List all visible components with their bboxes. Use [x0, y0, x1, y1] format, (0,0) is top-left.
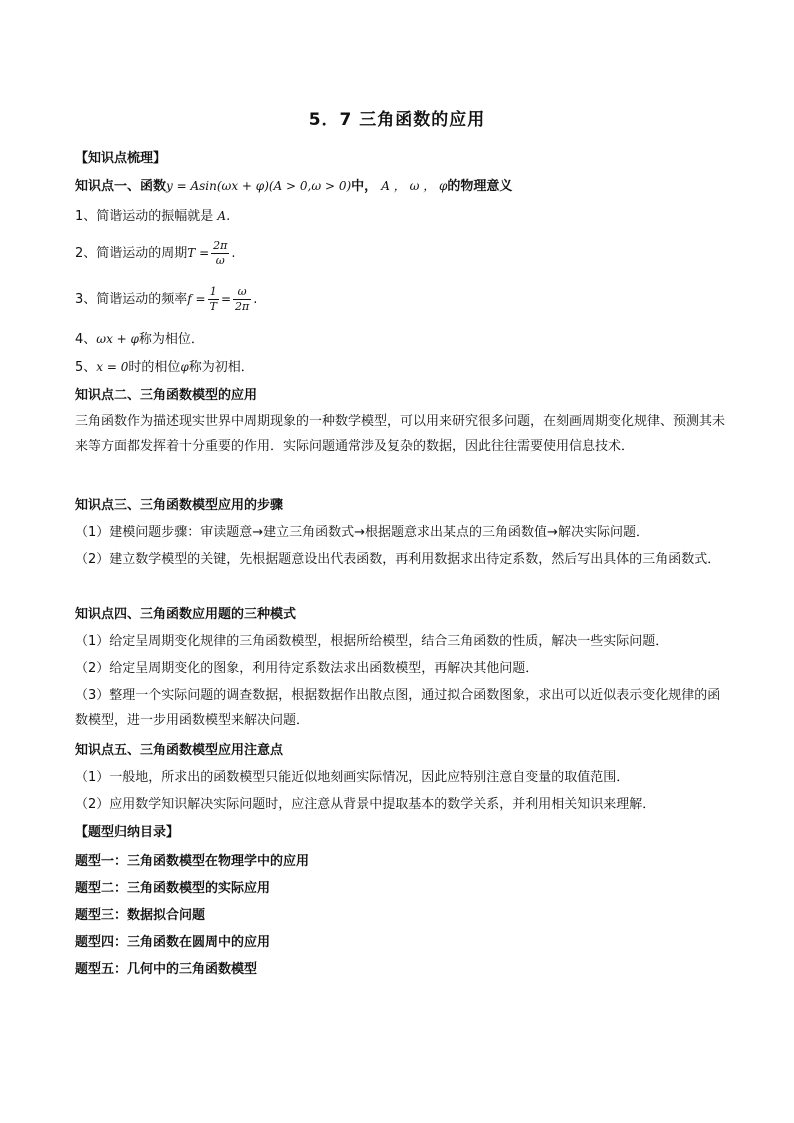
fraction-denominator: 2π [235, 300, 250, 313]
fraction-numerator: 2π [213, 239, 228, 252]
fraction-numerator: ω [233, 285, 251, 300]
fraction-denominator: ω [215, 254, 225, 267]
kp4-paragraph-1: （1）给定呈周期变化规律的三角函数模型，根据所给模型，结合三角函数的性质，解决一些实际问题． [75, 634, 669, 649]
amplitude-symbol: A [217, 209, 227, 223]
item-text: 时的相位 [128, 360, 181, 375]
item-text: 1、简谐运动的振幅就是 [75, 209, 214, 224]
item-number: 4、 [75, 332, 97, 347]
kp1-item-2 [75, 237, 725, 270]
item-end: . [231, 246, 236, 261]
kp5-heading: 知识点五、三角函数模型应用注意点 [75, 743, 284, 758]
item-end: . [226, 209, 231, 224]
item-text: 2、简谐运动的周期 [75, 246, 188, 261]
period-symbol: T = [187, 246, 210, 260]
type-list-item: 题型三：数据拟合问题 [75, 908, 206, 923]
kp2-body: 三角函数作为描述现实世界中周期现象的一种数学模型，可以用来研究很多问题，在刻画周期变化规律、预测其未来等方面都发挥着十分重要的作用．实际问题通常涉及复杂的数据，因此往往需要使用信息技术． [75, 414, 726, 454]
kp1-heading [75, 177, 725, 196]
page-title: 5．7 三角函数的应用 [308, 110, 486, 130]
kp1-tail2: 的物理意义 [447, 179, 513, 194]
kp1-item-3 [75, 283, 725, 316]
frequency-fraction-1 [208, 285, 219, 314]
kp4-heading: 知识点四、三角函数应用题的三种模式 [75, 607, 297, 622]
item-text: 称为初相． [188, 360, 254, 375]
frequency-fraction-2 [233, 285, 251, 314]
kp1-formula: y = Asin(ωx + φ)(A > 0,ω > 0) [166, 179, 352, 193]
item-end: . [253, 292, 258, 307]
frequency-symbol: f = [187, 292, 206, 306]
section-knowledge-heading: 【知识点梳理】 [75, 151, 167, 166]
item-text: 3、简谐运动的频率 [75, 292, 188, 307]
kp2-heading: 知识点二、三角函数模型的应用 [75, 388, 258, 403]
initial-condition-formula: x = 0 [96, 360, 129, 374]
kp1-item-5 [75, 358, 725, 377]
fraction-numerator: 1 [208, 285, 219, 300]
kp4-paragraph-3: （3）整理一个实际问题的调查数据，根据数据作出散点图，通过拟合函数图象，求出可以近似表示变化规律的函数模型，进一步用函数模型来解决问题． [75, 688, 721, 728]
equals-sign: = [220, 292, 231, 306]
kp1-item-1 [75, 207, 725, 226]
phase-formula: ωx + φ [96, 332, 139, 346]
kp1-symbols: A ， ω ， φ [381, 179, 448, 193]
kp3-paragraph-2: （2）建立数学模型的关键，先根据题意设出代表函数，再利用数据求出待定系数，然后写出具体的三角函数式． [75, 552, 721, 567]
type-list-item: 题型一：三角函数模型在物理学中的应用 [75, 854, 310, 869]
item-number: 5、 [75, 360, 97, 375]
fraction-denominator: T [209, 300, 217, 313]
kp4-paragraph-2: （2）给定呈周期变化的图象，利用待定系数法求出函数模型，再解决其他问题． [75, 661, 539, 676]
kp3-heading: 知识点三、三角函数模型应用的步骤 [75, 498, 284, 513]
phi-symbol: φ [180, 360, 189, 374]
kp5-paragraph-2: （2）应用数学知识解决实际问题时，应注意从背景中提取基本的数学关系，并利用相关知识来理解． [75, 797, 656, 812]
period-fraction [211, 239, 229, 268]
kp5-paragraph-1: （1）一般地，所求出的函数模型只能近似地刻画实际情况，因此应特别注意自变量的取值范围． [75, 770, 630, 785]
kp1-head: 知识点一、函数 [75, 179, 167, 194]
kp1-tail: 中， [351, 179, 378, 194]
kp3-paragraph-1: （1）建模问题步骤：审读题意→建立三角函数式→根据题意求出某点的三角函数值→解决实际问题． [75, 525, 649, 540]
type-list-item: 题型四：三角函数在圆周中的应用 [75, 935, 271, 950]
section-types-heading: 【题型归纳目录】 [75, 825, 180, 840]
type-list-item: 题型五：几何中的三角函数模型 [75, 962, 258, 977]
type-list-item: 题型二：三角函数模型的实际应用 [75, 881, 271, 896]
kp1-item-4 [75, 330, 725, 349]
item-text: 称为相位． [138, 332, 204, 347]
